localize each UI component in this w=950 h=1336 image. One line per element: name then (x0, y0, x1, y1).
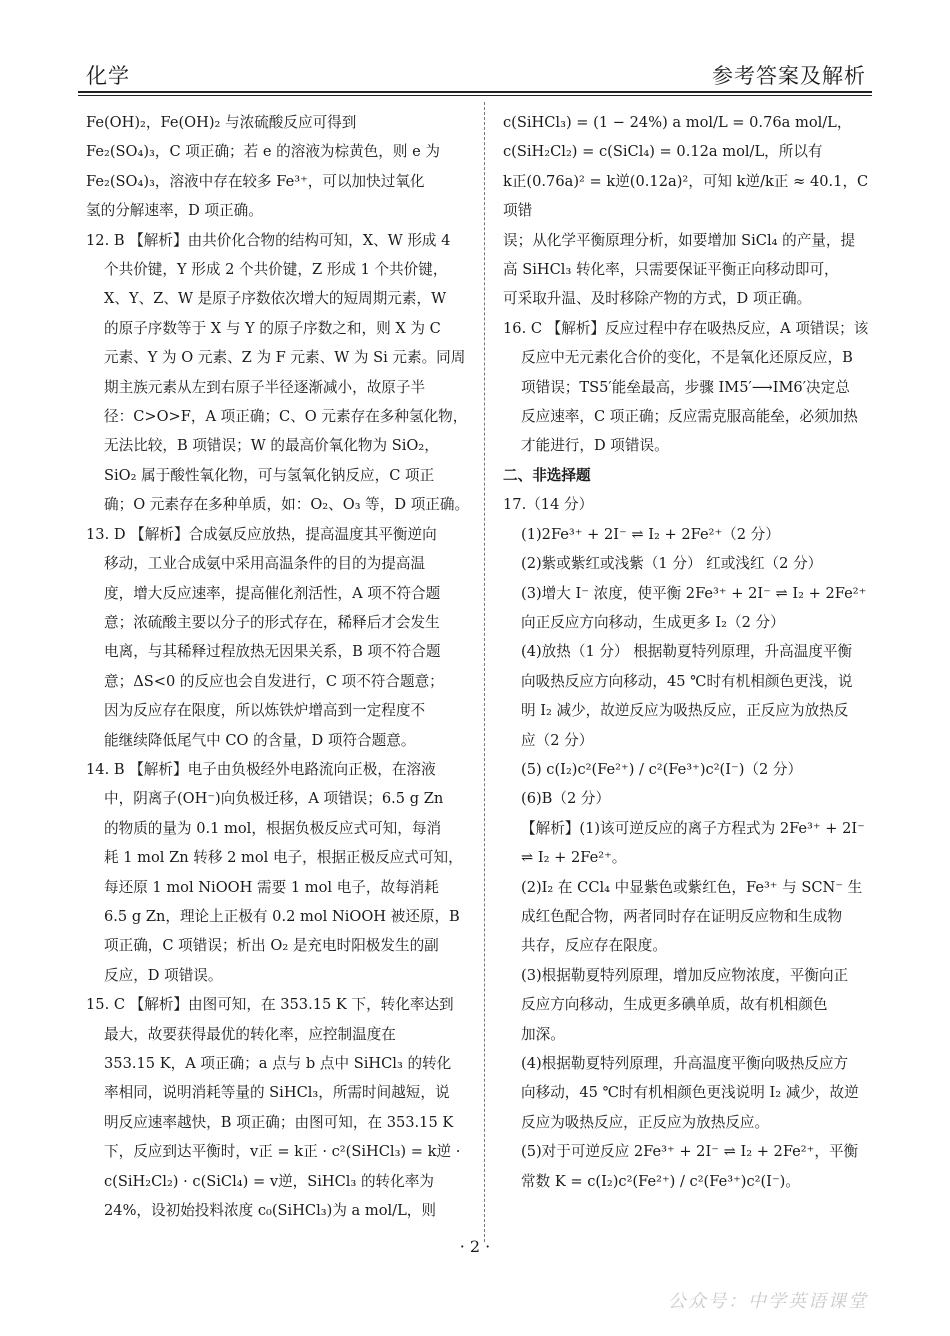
left-text-line: 因为反应存在限度，所以炼铁炉增高到一定程度不 (104, 702, 426, 720)
right-text-line: (5) c(I₂)c²(Fe²⁺) / c²(Fe³⁺)c²(I⁻)（2 分） (521, 760, 803, 778)
left-text-line: 期主族元素从左到右原子半径逐渐减小，故原子半 (104, 378, 426, 396)
left-text-line: 的物质的量为 0.1 mol，根据负极反应式可知，每消 (104, 819, 442, 837)
right-text-line: 反应中无元素化合价的变化，不是氧化还原反应，B (521, 349, 853, 367)
header-title: 参考答案及解析 (712, 64, 866, 88)
right-column (503, 108, 875, 1196)
left-text-line: 明反应速率越快，B 项正确；由图可知，在 353.15 K (104, 1113, 454, 1131)
right-text-line: 误；从化学平衡原理分析，如要增加 SiCl₄ 的产量，提 (503, 231, 856, 249)
right-text-line: (3)增大 I⁻ 浓度，使平衡 2Fe³⁺ + 2I⁻ ⇌ I₂ + 2Fe²⁺ (521, 584, 867, 602)
left-text-line: 6.5 g Zn，理论上正极有 0.2 mol NiOOH 被还原，B (104, 907, 460, 925)
right-text-line: c(SiH₂Cl₂) = c(SiCl₄) = 0.12a mol/L，所以有 (503, 143, 823, 161)
left-text-line: 反应，D 项错误。 (104, 966, 223, 984)
left-text-line: 移动，工业合成氨中采用高温条件的目的为提高温 (104, 555, 426, 573)
right-text-line: c(SiHCl₃) = (1 − 24%) a mol/L = 0.76a mol/L， (503, 114, 852, 131)
right-text-line: 成红色配合物，两者同时存在证明反应物和生成物 (521, 907, 843, 925)
right-text-line: k正(0.76a)² = k逆(0.12a)²，可知 k逆/k正 ≈ 40.1，C 项错 (503, 172, 869, 220)
right-text-line: (4)根据勒夏特列原理，升高温度平衡向吸热反应方 (521, 1055, 849, 1072)
right-text-line: 共存，反应存在限度。 (521, 937, 667, 955)
left-text-line: 度，增大反应速率，提高催化剂活性，A 项不符合题 (104, 584, 441, 602)
right-text-line: 可采取升温、及时移除产物的方式，D 项正确。 (503, 290, 812, 308)
right-text-line: (6)B（2 分） (521, 790, 611, 808)
left-text-line: 最大，故要获得最优的转化率，应控制温度在 (104, 1025, 396, 1043)
watermark: 公众号：中学英语课堂 (668, 1291, 868, 1312)
right-text-line: 【解析】(1)该可逆反应的离子方程式为 2Fe³⁺ + 2I⁻ (521, 819, 865, 837)
left-text-line: 率相同，说明消耗等量的 SiHCl₃，所需时间越短，说 (104, 1084, 450, 1102)
right-text-line: 向吸热反应方向移动，45 ℃时有机相颜色更浅，说 (521, 672, 853, 690)
left-text-line: 能继续降低尾气中 CO 的含量，D 项符合题意。 (104, 731, 416, 749)
right-text-line: 项错误；TS5′能垒最高，步骤 IM5′⟶IM6′决定总 (521, 378, 850, 396)
right-text-line: 二、非选择题 (503, 466, 591, 484)
right-text-line: 反应方向移动，生成更多碘单质，故有机相颜色 (521, 996, 828, 1014)
left-text-line: 氢的分解速率，D 项正确。 (86, 202, 263, 220)
left-text-line: 意；浓硫酸主要以分子的形式存在，稀释后才会发生 (104, 613, 440, 631)
left-text-line: 每还原 1 mol NiOOH 需要 1 mol 电子，故每消耗 (104, 878, 439, 896)
right-text-line: ⇌ I₂ + 2Fe²⁺。 (521, 849, 627, 867)
right-text-line: 加深。 (521, 1025, 565, 1043)
right-text-line: 向正反应方向移动，生成更多 I₂（2 分） (521, 613, 785, 631)
left-text-line: 项正确，C 项错误；析出 O₂ 是充电时阳极发生的副 (104, 937, 439, 955)
right-text-line: (1)2Fe³⁺ + 2I⁻ ⇌ I₂ + 2Fe²⁺（2 分） (521, 525, 780, 543)
right-text-line: 16. C 【解析】反应过程中存在吸热反应，A 项错误；该 (503, 319, 869, 337)
left-text-line: 的原子序数等于 X 与 Y 的原子序数之和，则 X 为 C (104, 319, 441, 337)
right-text-line: (2)紫或紫红或浅紫（1 分） 红或浅红（2 分） (521, 555, 823, 573)
right-text-line: (2)I₂ 在 CCl₄ 中显紫色或紫红色，Fe³⁺ 与 SCN⁻ 生 (521, 878, 863, 896)
left-text-line: 电离，与其稀释过程放热无因果关系，B 项不符合题 (104, 643, 441, 661)
left-text-line: 无法比较，B 项错误；W 的最高价氧化物为 SiO₂， (104, 437, 439, 455)
header-rule-thick (78, 91, 872, 93)
left-text-line: Fe₂(SO₄)₃，C 项正确；若 e 的溶液为棕黄色，则 e 为 (86, 143, 440, 161)
left-text-line: 耗 1 mol Zn 转移 2 mol 电子，根据正极反应式可知， (104, 849, 463, 867)
header-rule-thin (78, 95, 872, 96)
left-text-line: c(SiH₂Cl₂) · c(SiCl₄) = v逆，SiHCl₃ 的转化率为 (104, 1172, 434, 1190)
left-text-line: 13. D 【解析】合成氨反应放热，提高温度其平衡逆向 (86, 525, 437, 543)
left-text-line: 中，阴离子(OH⁻)向负极迁移，A 项错误；6.5 g Zn (104, 790, 444, 808)
left-text-line: 12. B 【解析】由共价化合物的结构可知，X、W 形成 4 (86, 231, 451, 249)
left-text-line: 确；O 元素存在多种单质，如：O₂、O₃ 等，D 项正确。 (104, 496, 470, 514)
right-text-line: 高 SiHCl₃ 转化率，只需要保证平衡正向移动即可， (503, 261, 839, 279)
right-text-line: 才能进行，D 项错误。 (521, 437, 669, 455)
left-text-line: 个共价键，Y 形成 2 个共价键，Z 形成 1 个共价键， (104, 261, 448, 279)
left-text-line: 353.15 K，A 项正确；a 点与 b 点中 SiHCl₃ 的转化 (104, 1055, 452, 1072)
subject-label: 化学 (86, 64, 130, 88)
right-text-line: 常数 K = c(I₂)c²(Fe²⁺) / c²(Fe³⁺)c²(I⁻)。 (521, 1172, 800, 1190)
left-text-line: 下，反应到达平衡时，v正 = k正 · c²(SiHCl₃) = k逆 · (104, 1143, 461, 1161)
left-text-line: 元素、Y 为 O 元素、Z 为 F 元素、W 为 Si 元素。同周 (104, 349, 466, 367)
left-text-line: Fe₂(SO₄)₃，溶液中存在较多 Fe³⁺，可以加快过氧化 (86, 172, 425, 190)
left-text-line: X、Y、Z、W 是原子序数依次增大的短周期元素，W (104, 290, 447, 308)
left-text-line: Fe(OH)₂，Fe(OH)₂ 与浓硫酸反应可得到 (86, 114, 357, 131)
left-column (86, 108, 472, 1225)
left-text-line: 24%，设初始投料浓度 c₀(SiHCl₃)为 a mol/L，则 (104, 1202, 436, 1220)
right-text-line: 向移动，45 ℃时有机相颜色更浅说明 I₂ 减少，故逆 (521, 1084, 859, 1102)
right-text-line: 反应为吸热反应，正反应为放热反应。 (521, 1113, 770, 1131)
right-text-line: 17.（14 分） (503, 496, 594, 514)
right-text-line: (3)根据勒夏特列原理，增加反应物浓度，平衡向正 (521, 966, 849, 984)
left-text-line: 14. B 【解析】电子由负极经外电路流向正极，在溶液 (86, 760, 436, 778)
left-text-line: 15. C 【解析】由图可知，在 353.15 K 下，转化率达到 (86, 996, 454, 1014)
left-text-line: SiO₂ 属于酸性氧化物，可与氢氧化钠反应，C 项正 (104, 466, 435, 484)
right-text-line: 明 I₂ 减少，故逆反应为吸热反应，正反应为放热反 (521, 702, 849, 720)
page-header (78, 58, 872, 92)
right-text-line: 反应速率，C 项正确；反应需克服高能垒，必须加热 (521, 408, 858, 426)
column-divider (484, 102, 485, 1242)
left-text-line: 径：C>O>F，A 项正确；C、O 元素存在多种氢化物， (104, 408, 468, 426)
left-text-line: 意；ΔS<0 的反应也会自发进行，C 项不符合题意； (104, 672, 444, 690)
right-text-line: (4)放热（1 分） 根据勒夏特列原理，升高温度平衡 (521, 643, 853, 661)
right-text-line: 应（2 分） (521, 731, 594, 749)
right-text-line: (5)对于可逆反应 2Fe³⁺ + 2I⁻ ⇌ I₂ + 2Fe²⁺，平衡 (521, 1143, 859, 1161)
page-number: · 2 · (459, 1237, 491, 1256)
